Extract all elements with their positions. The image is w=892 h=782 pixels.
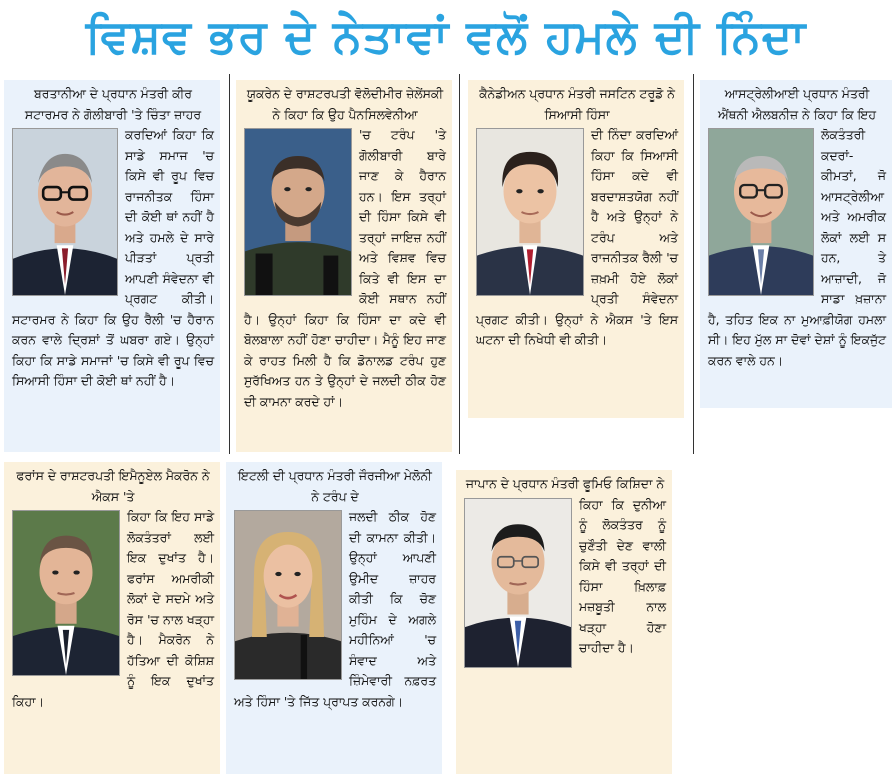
article-body: 'ਚ ਟਰੰਪ 'ਤੇ ਗੋਲੀਬਾਰੀ ਬਾਰੇ ਜਾਣ ਕੇ ਹੈਰਾਨ ਹਨ। ਇਸ ਤਰ੍ਹਾਂ ਦੀ ਹਿੰਸਾ ਕਿਸੇ ਵੀ ਤਰ੍ਹਾਂ ਜਾਇਜ਼ ਨਹੀਂ ਅਤੇ ਵਿਸ਼ਵ ਵਿਚ ਕਿਤੇ ਵੀ ਇਸ ਦਾ ਕੋਈ ਸਥਾਨ ਨਹੀਂ ਹੈ। ਉਨ੍ਹਾਂ ਕਿਹਾ ਕਿ ਹਿੰਸਾ ਦਾ ਕਦੇ ਵੀ ਬੋਲਬਾਲਾ ਨਹੀਂ ਹੋਣਾ ਚਾਹੀਦਾ। ਮੈਨੂੰ ਇਹ ਜਾਣ ਕੇ ਰਾਹਤ ਮਿਲੀ ਹੈ ਕਿ ਡੋਨਾਲਡ ਟਰੰਪ ਹੁਣ ਸੁਰੱਖਿਅਤ ਹਨ ਤੇ ਉਨ੍ਹਾਂ ਦੇ ਜਲਦੀ ਠੀਕ ਹੋਣ ਦੀ ਕਾਮਨਾ ਕਰਦੇ ਹਾਂ। xyxy=(244,127,446,409)
photo-justin-trudeau xyxy=(476,128,584,296)
article-intro: ਬਰਤਾਨੀਆ ਦੇ ਪ੍ਰਧਾਨ ਮੰਤਰੀ ਕੀਰ ਸਟਾਰਮਰ ਨੇ ਗੋਲੀਬਾਰੀ 'ਤੇ ਚਿੰਤਾ ਜ਼ਾਹਰ xyxy=(24,86,202,122)
article-canada-trudeau xyxy=(468,80,684,418)
article-ukraine-zelensky xyxy=(236,80,452,452)
article-body: ਕਿਹਾ ਕਿ ਇਹ ਸਾਡੇ ਲੋਕਤੰਤਰਾਂ ਲਈ ਇਕ ਦੁਖਾਂਤ ਹੈ। ਫਰਾਂਸ ਅਮਰੀਕੀ ਲੋਕਾਂ ਦੇ ਸਦਮੇ ਅਤੇ ਰੋਸ 'ਚ ਨਾਲ ਖੜ੍ਹਾ ਹੈ। ਮੈਕਰੋਨ ਨੇ ਹੱਤਿਆ ਦੀ ਕੋਸ਼ਿਸ਼ ਨੂੰ ਇਕ ਦੁਖਾਂਤ ਕਿਹਾ। xyxy=(12,509,214,709)
photo-giorgia-meloni xyxy=(234,510,342,680)
photo-volodymyr-zelensky xyxy=(244,128,352,296)
article-body: ਕਿਹਾ ਕਿ ਦੁਨੀਆ ਨੂੰ ਲੋਕਤੰਤਰ ਨੂੰ ਚੁਣੌਤੀ ਦੇਣ ਵਾਲੀ ਕਿਸੇ ਵੀ ਤਰ੍ਹਾਂ ਦੀ ਹਿੰਸਾ ਖ਼ਿਲਾਫ਼ ਮਜ਼ਬੂਤੀ ਨਾਲ ਖੜ੍ਹਾ ਹੋਣਾ ਚਾਹੀਦਾ ਹੈ। xyxy=(579,496,666,655)
photo-fumio-kishida xyxy=(464,498,572,668)
article-italy-meloni xyxy=(226,462,442,774)
photo-emmanuel-macron xyxy=(12,510,120,676)
article-uk-starmer xyxy=(4,80,220,452)
column-divider xyxy=(693,74,694,454)
article-body: ਦੀ ਨਿੰਦਾ ਕਰਦਿਆਂ ਕਿਹਾ ਕਿ ਸਿਆਸੀ ਹਿੰਸਾ ਕਦੇ ਵੀ ਬਰਦਾਸ਼ਤਯੋਗ ਨਹੀਂ ਹੈ ਅਤੇ ਉਨ੍ਹਾਂ ਨੇ ਟਰੰਪ ਅਤੇ ਰਾਜਨੀਤਕ ਰੈਲੀ 'ਚ ਜ਼ਖ਼ਮੀ ਹੋਏ ਲੋਕਾਂ ਪ੍ਰਤੀ ਸੰਵੇਦਨਾ ਪ੍ਰਗਟ ਕੀਤੀ। ਉਨ੍ਹਾਂ ਨੇ ਐਕਸ 'ਤੇ ਇਸ ਘਟਨਾ ਦੀ ਨਿਖੇਧੀ ਵੀ ਕੀਤੀ। xyxy=(476,127,678,347)
article-intro: ਕੈਨੇਡੀਅਨ ਪ੍ਰਧਾਨ ਮੰਤਰੀ ਜਸਟਿਨ ਟਰੂਡੋ ਨੇ ਸਿਆਸੀ ਹਿੰਸਾ xyxy=(479,86,675,122)
column-divider xyxy=(459,74,460,454)
article-australia-albanese xyxy=(700,80,892,408)
photo-anthony-albanese xyxy=(708,128,814,296)
article-body: ਜਲਦੀ ਠੀਕ ਹੋਣ ਦੀ ਕਾਮਨਾ ਕੀਤੀ। ਉਨ੍ਹਾਂ ਆਪਣੀ ਉਮੀਦ ਜ਼ਾਹਰ ਕੀਤੀ ਕਿ ਚੋਣ ਮੁਹਿੰਮ ਦੇ ਅਗਲੇ ਮਹੀਨਿਆਂ 'ਚ ਸੰਵਾਦ ਅਤੇ ਜ਼ਿੰਮੇਵਾਰੀ ਨਫ਼ਰਤ ਅਤੇ ਹਿੰਸਾ 'ਤੇ ਜਿੱਤ ਪ੍ਰਾਪਤ ਕਰਨਗੇ। xyxy=(234,509,436,709)
article-body: ਲੋਕਤੰਤਰੀ ਕਦਰਾਂ-ਕੀਮਤਾਂ, ਜੋ ਆਸਟ੍ਰੇਲੀਆ ਅਤੇ ਅਮਰੀਕ ਲੋਕਾਂ ਲਈ ਸ ਹਨ, ਤੇ ਆਜ਼ਾਦੀ, ਜੋ ਸਾਡਾ ਖ਼ਜ਼ਾਨਾ ਹੈ, ਤਹਿਤ ਇਕ ਨਾ ਮੁਆਫ਼ੀਯੋਗ ਹਮਲਾ ਸੀ। ਇਹ ਮੁੱਲ ਸਾ ਦੋਵਾਂ ਦੇਸ਼ਾਂ ਨੂੰ ਇਕਜੁੱਟ ਕਰਨ ਵਾਲੇ ਹਨ। xyxy=(708,127,886,368)
photo-keir-starmer xyxy=(12,128,118,296)
article-body: ਕਰਦਿਆਂ ਕਿਹਾ ਕਿ ਸਾਡੇ ਸਮਾਜ 'ਚ ਕਿਸੇ ਵੀ ਰੂਪ ਵਿਚ ਰਾਜਨੀਤਕ ਹਿੰਸਾ ਦੀ ਕੋਈ ਥਾਂ ਨਹੀਂ ਹੈ ਅਤੇ ਹਮਲੇ ਦੇ ਸਾਰੇ ਪੀੜਤਾਂ ਪ੍ਰਤੀ ਆਪਣੀ ਸੰਵੇਦਨਾ ਵੀ ਪ੍ਰਗਟ ਕੀਤੀ। ਸਟਾਰਮਰ ਨੇ ਕਿਹਾ ਕਿ ਉਹ ਰੈਲੀ 'ਚ ਹੈਰਾਨ ਕਰਨ ਵਾਲੇ ਦ੍ਰਿਸ਼ਾਂ ਤੋਂ ਘਬਰਾ ਗਏ। ਉਨ੍ਹਾਂ ਕਿਹਾ ਕਿ ਸਾਡੇ ਸਮਾਜਾਂ 'ਚ ਕਿਸੇ ਵੀ ਰੂਪ ਵਿਚ ਸਿਆਸੀ ਹਿੰਸਾ ਦੀ ਕੋਈ ਥਾਂ ਨਹੀਂ ਹੈ। xyxy=(12,127,214,388)
article-intro: ਯੂਕਰੇਨ ਦੇ ਰਾਸ਼ਟਰਪਤੀ ਵੋਲੋਦੀਮੀਰ ਜ਼ੇਲੇਂਸਕੀ ਨੇ ਕਿਹਾ ਕਿ ਉਹ ਪੈਨਸਿਲਵੇਨੀਆ xyxy=(246,86,444,122)
column-divider xyxy=(229,74,230,454)
article-intro: ਜਾਪਾਨ ਦੇ ਪ੍ਰਧਾਨ ਮੰਤਰੀ ਫੂਮਿਓ ਕਿਸ਼ਿਦਾ ਨੇ xyxy=(465,476,665,491)
article-france-macron xyxy=(4,462,220,774)
headline: ਵਿਸ਼ਵ ਭਰ ਦੇ ਨੇਤਾਵਾਂ ਵਲੋਂ ਹਮਲੇ ਦੀ ਨਿੰਦਾ xyxy=(85,9,807,63)
article-intro: ਫਰਾਂਸ ਦੇ ਰਾਸ਼ਟਰਪਤੀ ਇਮੈਨੂਏਲ ਮੈਕਰੋਨ ਨੇ ਐਕਸ 'ਤੇ xyxy=(16,468,210,504)
article-japan-kishida xyxy=(456,470,672,774)
article-intro: ਇਟਲੀ ਦੀ ਪ੍ਰਧਾਨ ਮੰਤਰੀ ਜੌਰਜੀਆ ਮੇਲੋਨੀ ਨੇ ਟਰੰਪ ਦੇ xyxy=(238,468,432,504)
article-intro: ਆਸਟ੍ਰੇਲੀਆਈ ਪ੍ਰਧਾਨ ਮੰਤਰੀ ਐਂਥਨੀ ਐਲਬਨੀਜ਼ ਨੇ ਕਿਹਾ ਕਿ ਇਹ xyxy=(717,86,877,122)
